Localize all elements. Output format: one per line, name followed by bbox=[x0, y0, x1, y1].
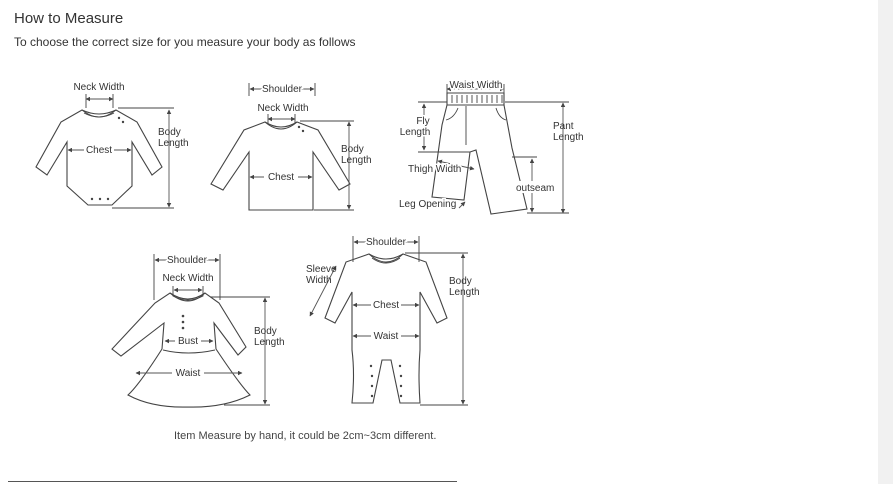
dress-bust-label: Bust bbox=[177, 336, 199, 347]
top-shoulder-label: Shoulder bbox=[261, 84, 303, 95]
romper-figure bbox=[325, 254, 447, 403]
dress-body-length-label-2: Length bbox=[254, 337, 285, 348]
dress-neck-width-label: Neck Width bbox=[162, 273, 214, 284]
top-body-length-label-1: Body bbox=[341, 144, 364, 155]
bodysuit-figure bbox=[36, 110, 162, 205]
dress-waist-label: Waist bbox=[175, 368, 201, 379]
romper-sleeve-width-label-2: Width bbox=[306, 275, 332, 286]
romper-sleeve-width-label-1: Sleeve bbox=[306, 264, 337, 275]
bodysuit-body-length-label-1: Body bbox=[158, 127, 181, 138]
top-body-length-label-2: Length bbox=[341, 155, 372, 166]
romper-chest-label: Chest bbox=[372, 300, 400, 311]
bodysuit-neck-width-label: Neck Width bbox=[73, 82, 125, 93]
page-subtitle: To choose the correct size for you measure your body as follows bbox=[14, 35, 356, 49]
page-title: How to Measure bbox=[14, 10, 124, 27]
pants-waist-width-label: Waist Width bbox=[449, 80, 503, 91]
pants-figure bbox=[432, 93, 527, 214]
bodysuit-chest-label: Chest bbox=[85, 145, 113, 156]
pants-pant-length-label-2: Length bbox=[553, 132, 584, 143]
top-chest-label: Chest bbox=[267, 172, 295, 183]
romper-waist-label: Waist bbox=[373, 331, 399, 342]
top-neck-width-label: Neck Width bbox=[257, 103, 309, 114]
romper-body-length-label-1: Body bbox=[449, 276, 472, 287]
pants-leg-opening-label: Leg Opening bbox=[399, 199, 457, 210]
section-divider bbox=[8, 481, 457, 482]
romper-shoulder-label: Shoulder bbox=[365, 237, 407, 248]
pants-pant-length-label-1: Pant bbox=[553, 121, 574, 132]
dress-body-length-label-1: Body bbox=[254, 326, 277, 337]
pants-fly-length-label-2: Length bbox=[399, 127, 431, 138]
pants-outseam-label: outseam bbox=[516, 183, 555, 194]
romper-body-length-label-2: Length bbox=[449, 287, 480, 298]
top-figure bbox=[211, 122, 350, 210]
measurement-note: Item Measure by hand, it could be 2cm~3cm different. bbox=[174, 430, 437, 442]
dress-shoulder-label: Shoulder bbox=[166, 255, 208, 266]
bodysuit-body-length-label-2: Length bbox=[158, 138, 189, 149]
pants-thigh-width-label: Thigh Width bbox=[408, 164, 462, 175]
pants-fly-length-label-1: Fly bbox=[416, 116, 430, 127]
